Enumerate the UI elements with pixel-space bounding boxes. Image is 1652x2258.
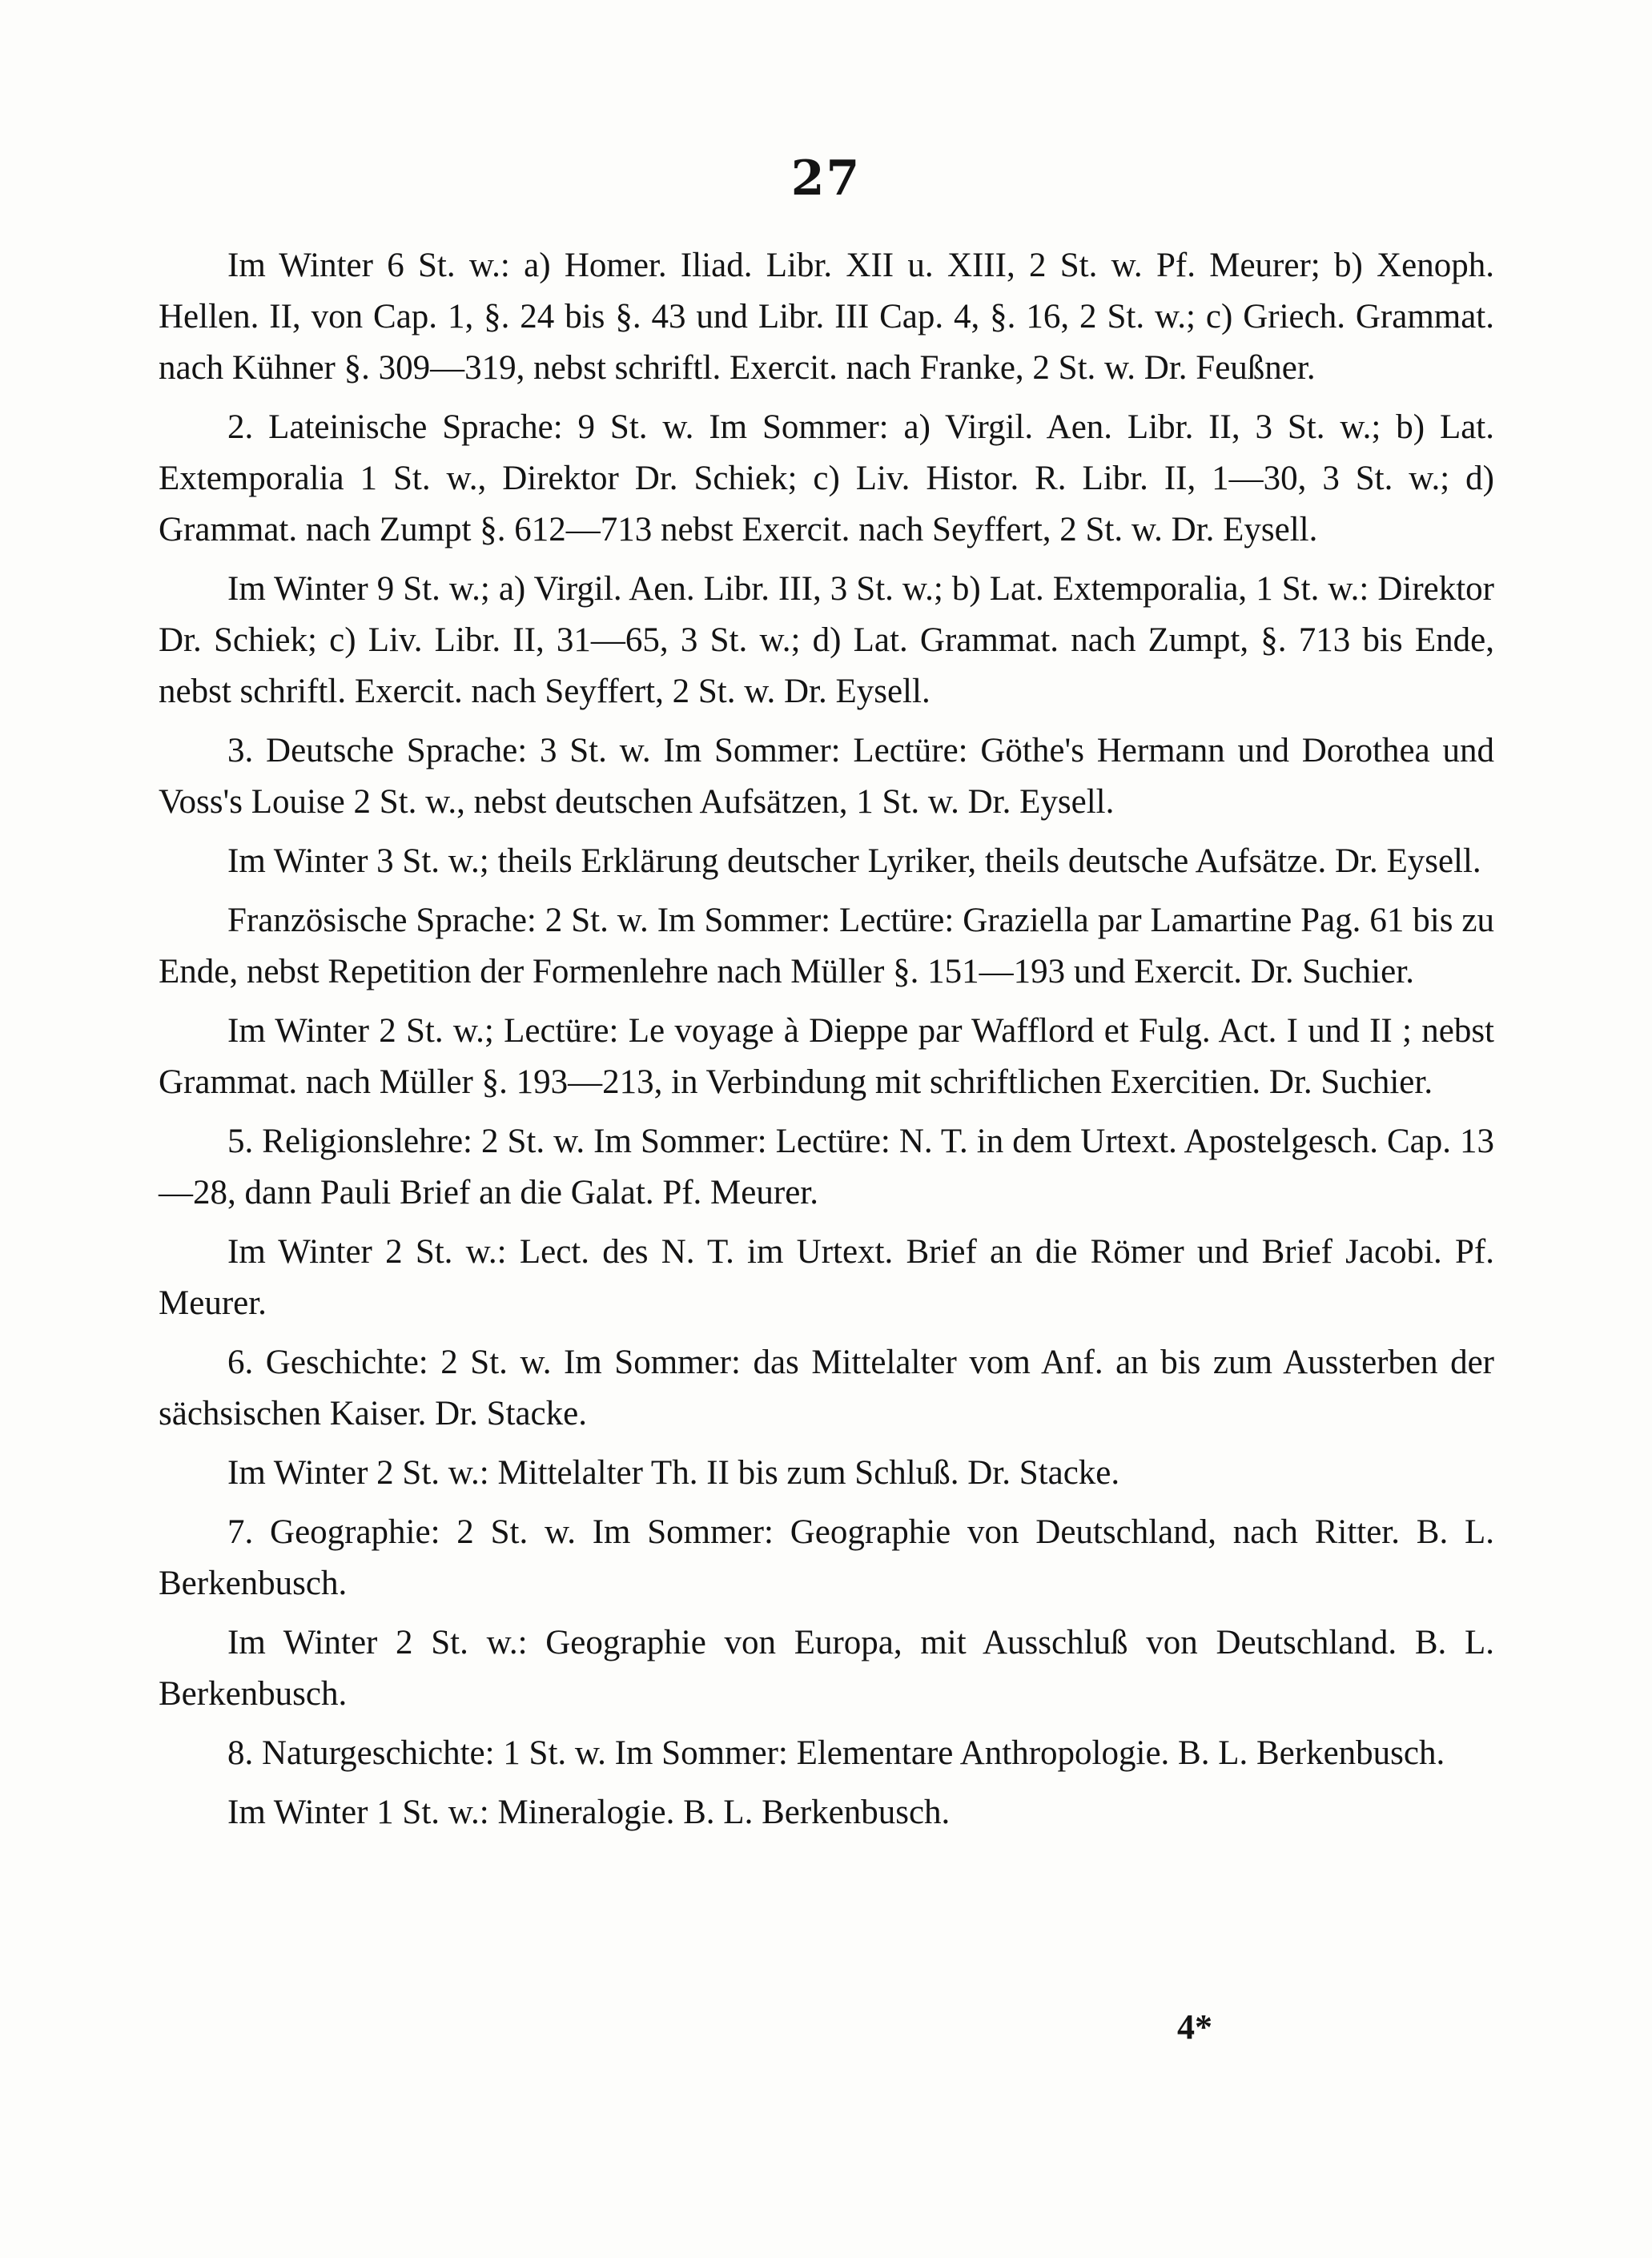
paragraph: 6. Geschichte: 2 St. w. Im Sommer: das Mittelalter vom Anf. an bis zum Aussterben der sächsischen Kaiser. Dr. Stacke.: [159, 1344, 1494, 1432]
paragraph: Im Winter 1 St. w.: Mineralogie. B. L. Berkenbusch.: [227, 1794, 951, 1831]
page-number: 27: [790, 151, 862, 207]
paragraph: 3. Deutsche Sprache: 3 St. w. Im Sommer: Lectüre: Göthe's Hermann und Dorothea und Voss's Louise 2 St. w., nebst deutschen Aufsätzen, 1 St. w. Dr. Eysell.: [159, 732, 1494, 821]
paragraph: Im Winter 2 St. w.: Geographie von Europa, mit Ausschluß von Deutschland. B. L. Berkenbusch.: [159, 1624, 1494, 1713]
paragraph: 7. Geographie: 2 St. w. Im Sommer: Geographie von Deutschland, nach Ritter. B. L. Berkenbusch.: [159, 1513, 1494, 1602]
paragraph: Französische Sprache: 2 St. w. Im Sommer: Lectüre: Graziella par Lamartine Pag. 61 bis zu Ende, nebst Repetition der Formenlehre nach Müller §. 151—193 und Exercit. Dr. Suchier.: [159, 902, 1494, 990]
paragraph: 5. Religionslehre: 2 St. w. Im Sommer: Lectüre: N. T. in dem Urtext. Apostelgesch. Cap. 13—28, dann Pauli Brief an die Galat. Pf. Meurer.: [159, 1123, 1494, 1211]
paragraph: 8. Naturgeschichte: 1 St. w. Im Sommer: Elementare Anthropologie. B. L. Berkenbusch.: [227, 1734, 1445, 1772]
signature-mark: 4*: [1177, 2007, 1212, 2047]
paragraph: 2. Lateinische Sprache: 9 St. w. Im Sommer: a) Virgil. Aen. Libr. II, 3 St. w.; b) Lat. Extemporalia 1 St. w., Direktor Dr. Schiek; c) Liv. Histor. R. Libr. II, 1—30, 3 St. w.; d) Grammat. nach Zumpt §. 612—713 nebst Exercit. nach Seyffert, 2 St. w. Dr. Eysell.: [159, 408, 1494, 548]
paragraph: Im Winter 2 St. w.; Lectüre: Le voyage à Dieppe par Wafflord et Fulg. Act. I und II ; nebst Grammat. nach Müller §. 193—213, in Verbindung mit schriftlichen Exercitien. Dr. Suchier.: [159, 1012, 1494, 1101]
paragraph: Im Winter 2 St. w.: Mittelalter Th. II bis zum Schluß. Dr. Stacke.: [227, 1454, 1120, 1492]
paragraph: Im Winter 2 St. w.: Lect. des N. T. im Urtext. Brief an die Römer und Brief Jacobi. Pf. Meurer.: [159, 1233, 1494, 1322]
paragraph: Im Winter 6 St. w.: a) Homer. Iliad. Libr. XII u. XIII, 2 St. w. Pf. Meurer; b) Xenoph. Hellen. II, von Cap. 1, §. 24 bis §. 43 und Libr. III Cap. 4, §. 16, 2 St. w.; c) Griech. Grammat. nach Kühner §. 309—319, nebst schriftl. Exercit. nach Franke, 2 St. w. Dr. Feußner.: [159, 247, 1494, 387]
body-text: [159, 240, 1494, 1846]
paragraph: Im Winter 9 St. w.; a) Virgil. Aen. Libr. III, 3 St. w.; b) Lat. Extemporalia, 1 St. w.: Direktor Dr. Schiek; c) Liv. Libr. II, 31—65, 3 St. w.; d) Lat. Grammat. nach Zumpt, §. 713 bis Ende, nebst schriftl. Exercit. nach Seyffert, 2 St. w. Dr. Eysell.: [159, 570, 1494, 710]
paragraph: Im Winter 3 St. w.; theils Erklärung deutscher Lyriker, theils deutsche Aufsätze. Dr. Eysell.: [227, 842, 1481, 880]
